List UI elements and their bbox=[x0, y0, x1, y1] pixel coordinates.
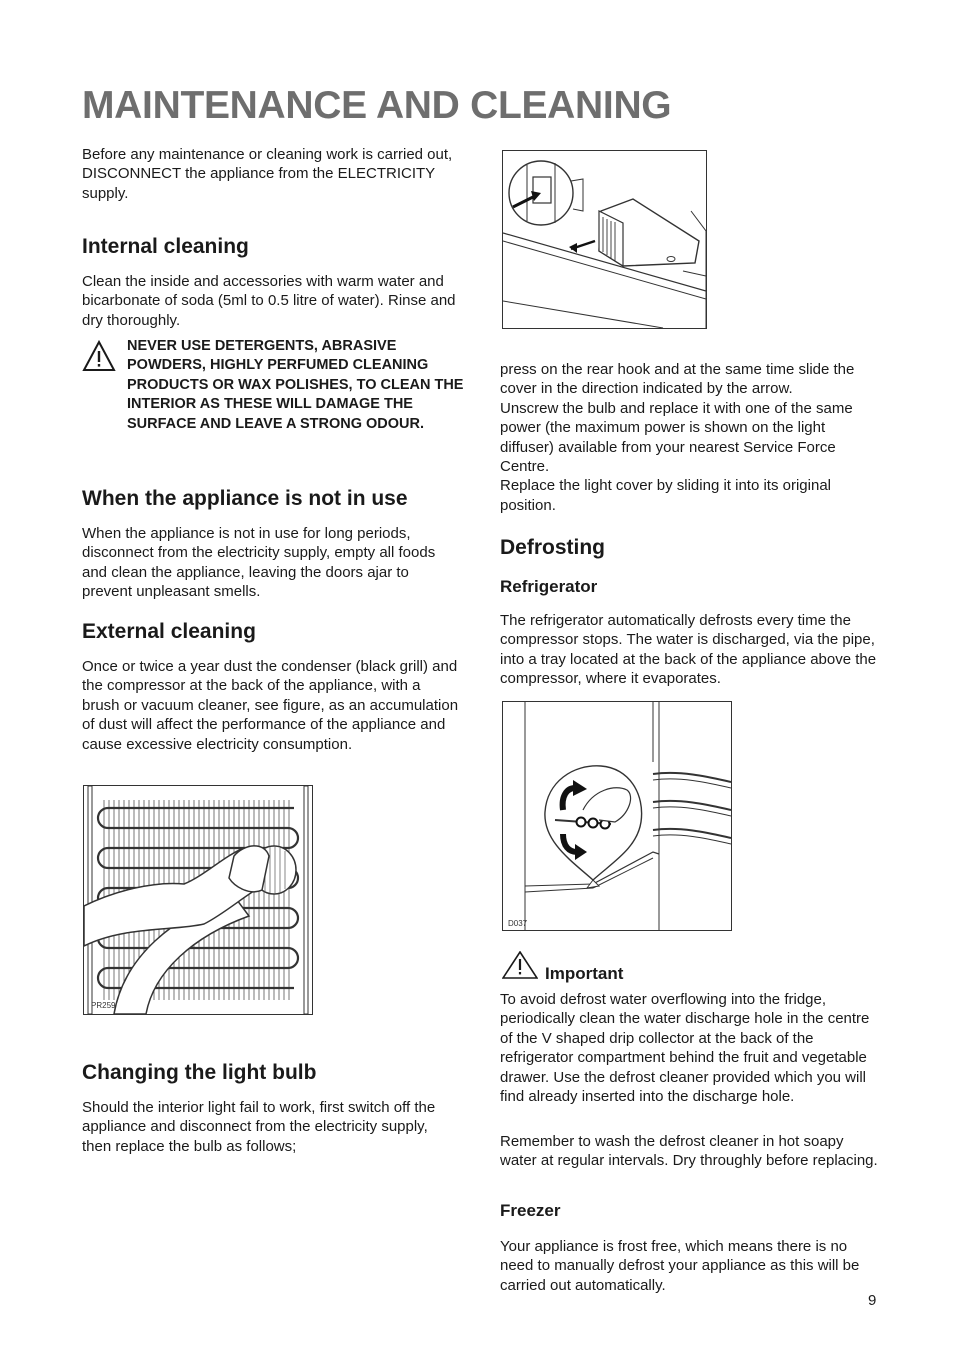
light-cover-figure bbox=[502, 150, 707, 329]
external-cleaning-heading: External cleaning bbox=[82, 620, 256, 643]
defrosting-heading: Defrosting bbox=[500, 536, 605, 559]
not-in-use-body: When the appliance is not in use for long periods, disconnect from the electricity supply, empty all foods and clean the appliance, leaving the doors ajar to prevent unpleasant smells. bbox=[82, 525, 436, 601]
page-title: MAINTENANCE AND CLEANING bbox=[82, 84, 672, 127]
warning-triangle-icon bbox=[502, 951, 538, 979]
light-bulb-continued: press on the rear hook and at the same time slide the cover in the direction indicated by the arrow. Unscrew the bulb and replace it with one of the same power (the maximum power is shown on the light diffuser) available from your nearest Service Force Centre. Replace the light cover by sliding it into its original position. bbox=[500, 361, 855, 514]
light-bulb-body: Should the interior light fail to work, first switch off the appliance and disconnect from the electricity supply, then replace the bulb as follows; bbox=[82, 1099, 436, 1155]
refrigerator-heading: Refrigerator bbox=[500, 577, 598, 596]
figure-code-label: D037 bbox=[508, 919, 528, 928]
light-cover-illustration bbox=[503, 151, 706, 328]
warning-triangle-icon bbox=[82, 340, 116, 372]
remember-body: Remember to wash the defrost cleaner in hot soapy water at regular intervals. Dry throughly before replacing. bbox=[500, 1133, 878, 1170]
condenser-cleaning-figure bbox=[83, 785, 313, 1015]
light-bulb-heading: Changing the light bulb bbox=[82, 1061, 317, 1084]
internal-cleaning-warning: NEVER USE DETERGENTS, ABRASIVE POWDERS, HIGHLY PERFUMED CLEANING PRODUCTS OR WAX POLISHES, TO CLEAN THE INTERIOR AS THESE WILL DAMAGE THE SURFACE AND LEAVE A STRONG ODOUR. bbox=[127, 338, 464, 432]
intro-paragraph: Before any maintenance or cleaning work is carried out, DISCONNECT the appliance from the ELECTRICITY supply. bbox=[82, 146, 453, 202]
page-number: 9 bbox=[868, 1292, 877, 1309]
internal-cleaning-body: Clean the inside and accessories with warm water and bicarbonate of soda (5ml to 0.5 litre of water). Rinse and dry thoroughly. bbox=[82, 273, 456, 329]
not-in-use-heading: When the appliance is not in use bbox=[82, 487, 408, 510]
condenser-illustration bbox=[84, 786, 312, 1014]
important-heading: Important bbox=[545, 964, 624, 983]
defrost-illustration bbox=[503, 702, 731, 930]
important-body: To avoid defrost water overflowing into the fridge, periodically clean the water discharge hole in the centre of the V shaped drip collector at the back of the refrigerator compartment behind the fruit and vegetable drawer. Use the defrost cleaner provided which you will find already inserted into the discharge hole. bbox=[500, 991, 870, 1106]
defrost-cleaner-figure bbox=[502, 701, 732, 931]
external-cleaning-body: Once or twice a year dust the condenser (black grill) and the compressor at the back of the appliance, with a brush or vacuum cleaner, see figure, as an accumulation of dust will affect the performance of the appliance and cause excessive electricity consumption. bbox=[82, 658, 459, 753]
figure-code-label: PR259 bbox=[91, 1001, 116, 1010]
freezer-heading: Freezer bbox=[500, 1201, 561, 1220]
refrigerator-body: The refrigerator automatically defrosts every time the compressor stops. The water is discharged, via the pipe, into a tray located at the back of the appliance above the compressor, where it evaporates. bbox=[500, 612, 877, 688]
freezer-body: Your appliance is frost free, which means there is no need to manually defrost your appliance as this will be carried out automatically. bbox=[500, 1238, 860, 1294]
internal-cleaning-heading: Internal cleaning bbox=[82, 235, 249, 258]
